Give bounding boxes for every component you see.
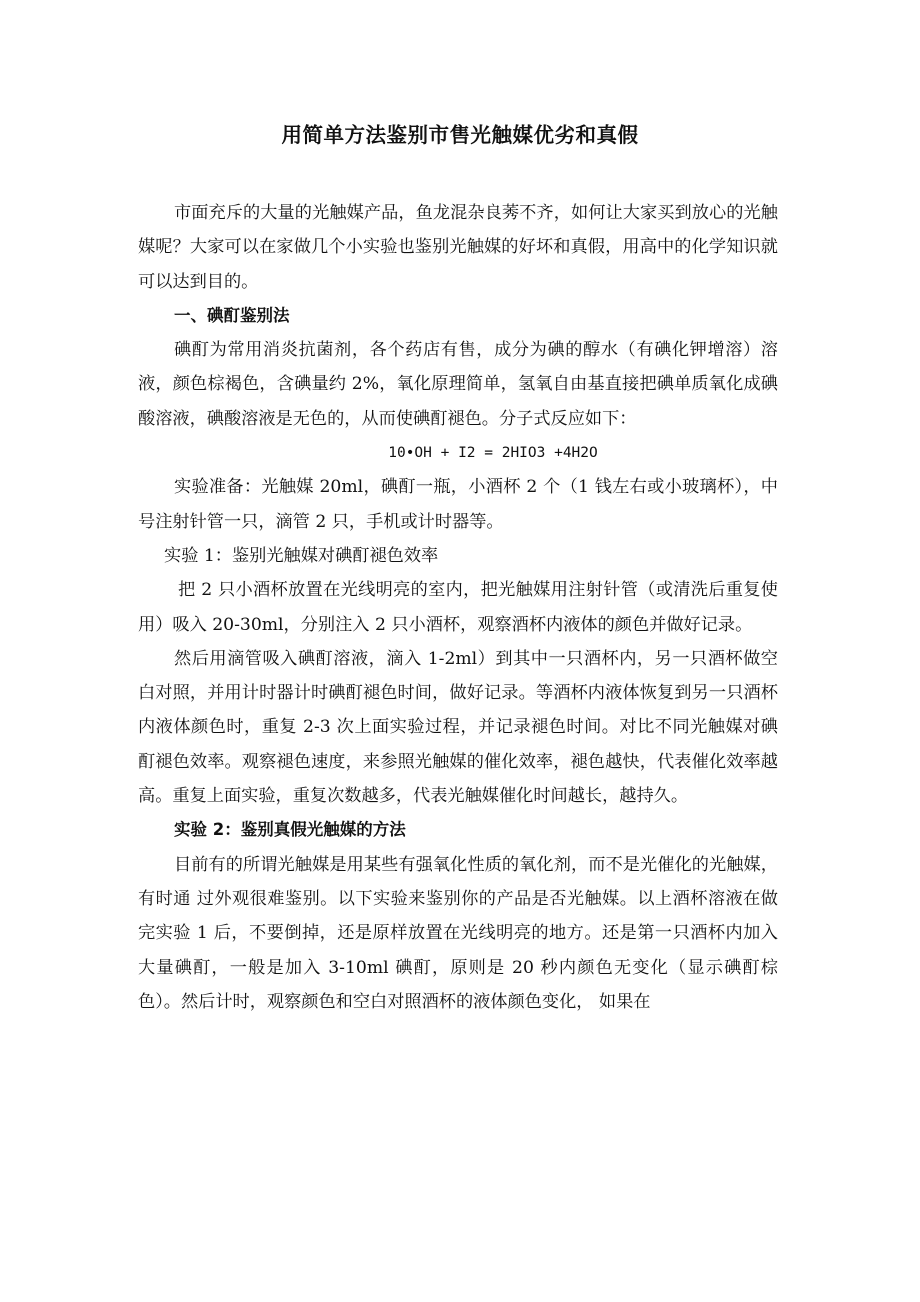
intro-paragraph: 市面充斥的大量的光触媒产品，鱼龙混杂良莠不齐，如何让大家买到放心的光触媒呢？大家可以在家做几个小实验也鉴别光触媒的好坏和真假，用高中的化学知识就可以达到目的。 xyxy=(138,203,778,292)
experiment2-paragraph: 目前有的所谓光触媒是用某些有强氧化性质的氧化剂，而不是光催化的光触媒，有时通 过外观很难鉴别。以下实验来鉴别你的产品是否光触媒。以上酒杯溶液在做完实验 1 后，不要倒掉，还是原样放置在光线明亮的地方。还是第一只酒杯内加入大量碘酊，一般是加入 3-10ml 碘酊，原则是 20 秒内颜色无变化（显示碘酊棕色）。然后计时，观察颜色和空白对照酒杯的液体颜色变化， 如果在 xyxy=(138,854,778,1012)
experiment1-step1-paragraph: 把 2 只小酒杯放置在光线明亮的室内，把光触媒用注射针管（或清洗后重复使用）吸入 20-30ml，分别注入 2 只小酒杯，观察酒杯内液体的颜色并做好记录。 xyxy=(138,580,778,635)
experiment1-heading: 实验 1：鉴别光触媒对碘酊褪色效率 xyxy=(164,545,439,566)
iodine-description-paragraph: 碘酊为常用消炎抗菌剂，各个药店有售，成分为碘的醇水（有碘化钾增溶）溶液，颜色棕褐色，含碘量约 2%，氧化原理简单，氢氧自由基直接把碘单质氧化成碘酸溶液，碘酸溶液是无色的，从而使碘酊褪色。分子式反应如下： xyxy=(138,340,778,429)
reaction-formula: 10•OH + I2 = 2HIO3 +4H2O xyxy=(388,445,598,462)
document-title: 用简单方法鉴别市售光触媒优劣和真假 xyxy=(281,123,639,147)
preparation-paragraph: 实验准备：光触媒 20ml，碘酊一瓶，小酒杯 2 个（1 钱左右或小玻璃杯），中号注射针管一只，滴管 2 只，手机或计时器等。 xyxy=(138,477,778,532)
experiment1-step2-paragraph: 然后用滴管吸入碘酊溶液，滴入 1-2ml）到其中一只酒杯内，另一只酒杯做空白对照，并用计时器计时碘酊褪色时间，做好记录。等酒杯内液体恢复到另一只酒杯内液体颜色时，重复 2-3 次上面实验过程，并记录褪色时间。对比不同光触媒对碘酊褪色效率。观察褪色速度，来参照光触媒的催化效率，褪色越快，代表催化效率越高。重复上面实验，重复次数越多，代表光触媒催化时间越长，越持久。 xyxy=(138,648,778,807)
experiment2-heading: 实验 2：鉴别真假光触媒的方法 xyxy=(174,820,406,840)
document-body xyxy=(138,196,778,1019)
section-heading-iodine: 一、碘酊鉴别法 xyxy=(174,305,290,325)
